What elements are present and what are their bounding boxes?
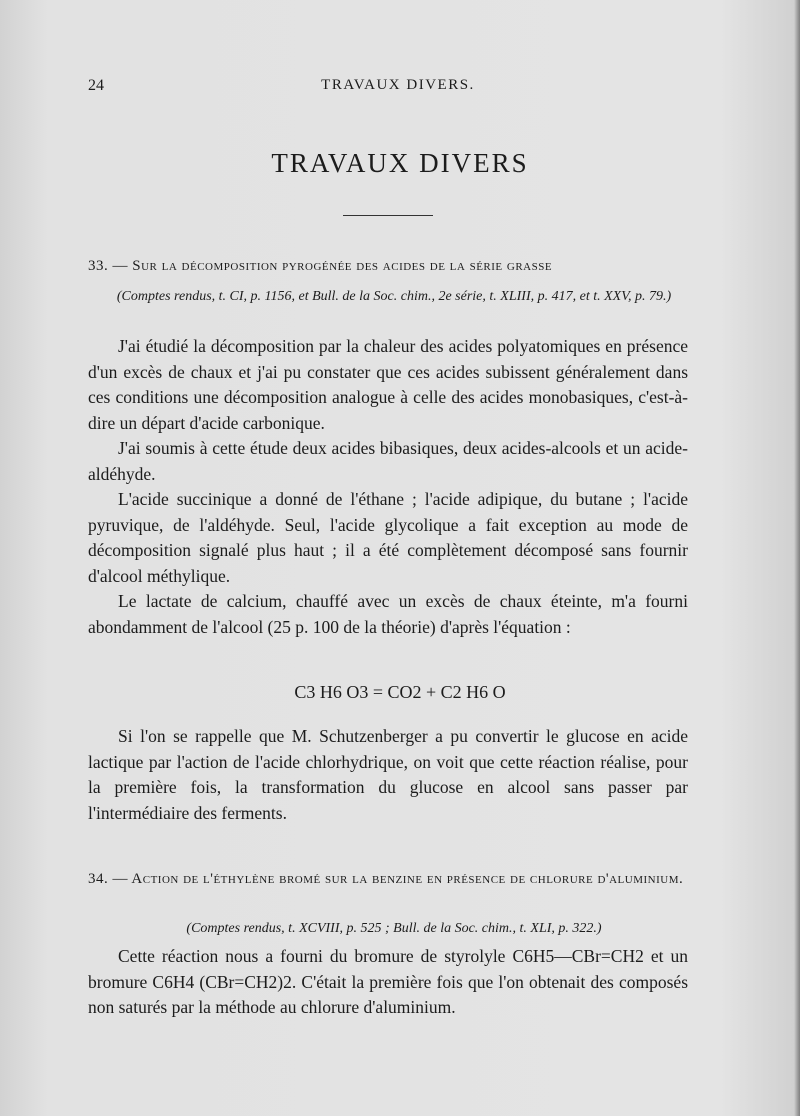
section-33-body [88,334,688,640]
section-34-source: (Comptes rendus, t. XCVIII, p. 525 ; Bull. de la Soc. chim., t. XLI, p. 322.) [186,921,602,936]
section-33-conclusion [88,724,688,826]
paragraph: Cette réaction nous a fourni du bromure de styrolyle C6H5—CBr=CH2 et un bromure C6H4 (CBr=CH2)2. C'était la première fois que l'on obtenait des composés non saturés par la méthode au chlorure d'aluminium. [88,946,688,1017]
paragraph: Si l'on se rappelle que M. Schutzenberger a pu convertir le glucose en acide lactique par l'action de l'acide chlorhydrique, on voit que cette réaction réalise, pour la première fois, la transformation du glucose en alcool sans passer par l'intermédiaire des ferments. [88,726,688,823]
section-title: TRAVAUX DIVERS [271,148,529,178]
running-title: TRAVAUX DIVERS. [321,77,475,93]
page-number: 24 [88,77,104,94]
running-header [88,77,708,99]
section-33-source: (Comptes rendus, t. CI, p. 1156, et Bull. de la Soc. chim., 2e série, t. XLIII, p. 417, et t. XXV, p. 79.) [116,289,672,304]
title-rule [343,215,433,216]
chemical-equation: C3 H6 O3 = CO2 + C2 H6 O [294,682,506,702]
paragraph: Le lactate de calcium, chauffé avec un excès de chaux éteinte, m'a fourni abondamment de l'alcool (25 p. 100 de la théorie) d'après l'équation : [88,591,688,637]
section-33-heading: 33. — Sur la décomposition pyrogénée des acides de la série grasse [88,258,553,274]
paragraph: L'acide succinique a donné de l'éthane ; l'acide adipique, du butane ; l'acide pyruvique, de l'aldéhyde. Seul, l'acide glycolique a fait exception au mode de décomposition signalé plus haut ; il a été complètement décomposé sans fournir d'alcool méthylique. [88,489,688,586]
section-34-heading: 34. — Action de l'éthylène bromé sur la benzine en présence de chlorure d'aluminium. [88,871,684,887]
paragraph: J'ai étudié la décomposition par la chaleur des acides polyatomiques en présence d'un excès de chaux et j'ai pu constater que ces acides subissent généralement dans ces conditions une décomposition analogue à celle des acides monobasiques, c'est-à-dire un départ d'acide carbonique. [88,336,688,433]
section-34-body [88,944,688,1021]
paragraph: J'ai soumis à cette étude deux acides bibasiques, deux acides-alcools et un acide-aldéhyde. [88,438,688,484]
